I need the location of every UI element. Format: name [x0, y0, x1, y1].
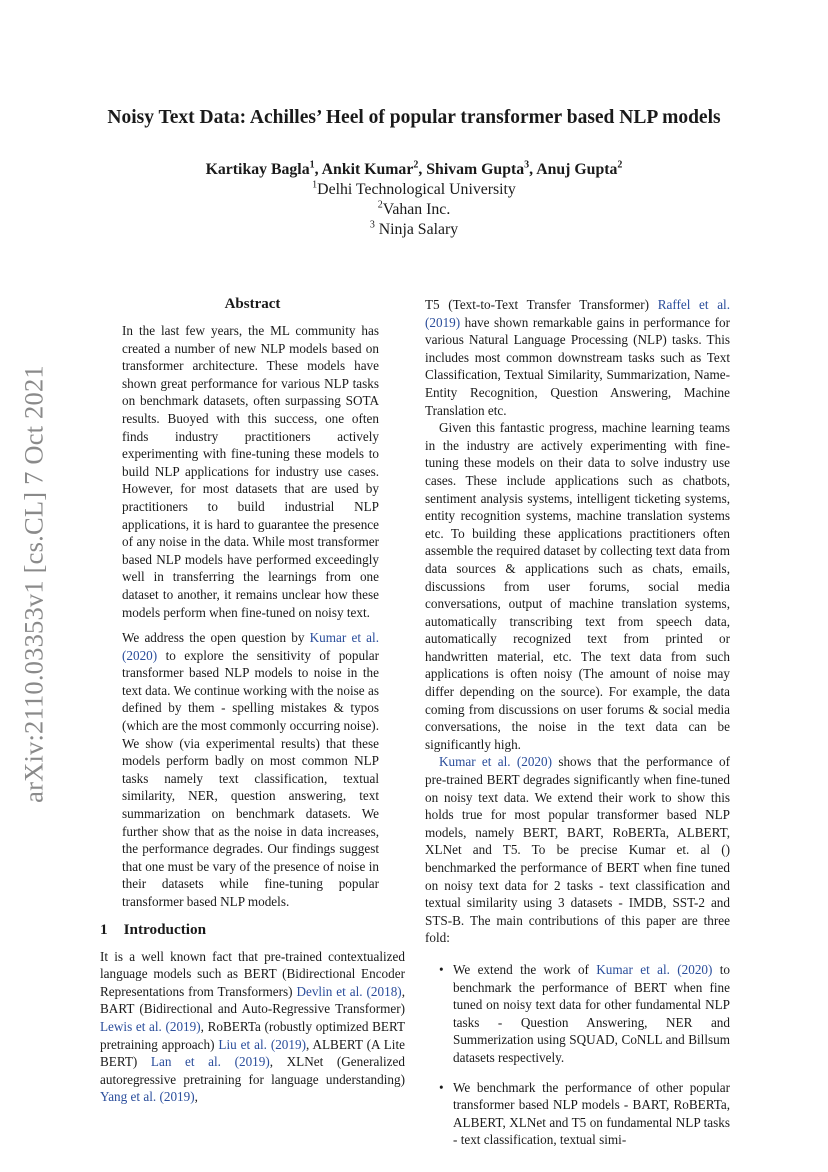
body-paragraph — [425, 753, 730, 947]
arxiv-sidebar — [14, 346, 54, 822]
body-paragraph — [425, 296, 730, 419]
abstract-heading: Abstract — [224, 296, 281, 312]
citation-link[interactable]: Devlin et al. (2018) — [296, 983, 402, 999]
abstract-paragraph — [122, 629, 379, 911]
author-block — [60, 160, 768, 240]
abstract-body — [100, 322, 405, 911]
author-affil-mark: 3 — [524, 159, 530, 171]
list-item — [439, 961, 730, 1067]
author-list — [60, 160, 768, 180]
text-run: We benchmark the performance of other popular transformer based NLP models - BART, RoBERTa, ALBERT, XLNet and T5 on fundamental NLP tasks - text classification, textual simi- — [453, 1079, 730, 1148]
text-run: , ALBERT (A Lite BERT) — [100, 1036, 405, 1070]
citation-link[interactable]: Kumar et al. (2020) — [439, 754, 553, 770]
affiliation-mark: 1 — [312, 179, 318, 191]
intro-paragraph — [100, 948, 405, 1106]
citation-link[interactable]: Lan et al. (2019) — [150, 1054, 270, 1070]
text-run: shows that the performance of pre-trained BERT degrades significantly when fine-tuned on noisy text data. We extend their work to show this holds true for most popular transformer based NLP models, namely BERT, BART, RoBERTa, ALBERT, XLNet and T5. To be precise Kumar et. al () benchmarked the performance of BERT when fine tuned on noisy text data for 2 tasks - text classification and textual similarity using 3 datasets - IMDB, SST-2 and STS-B. The main contributions of this paper are three fold: — [425, 754, 730, 946]
left-column — [100, 296, 405, 1106]
citation-link[interactable]: Raffel et al. (2019) — [425, 297, 731, 330]
affiliation — [60, 220, 768, 240]
affiliation-name: Ninja Salary — [374, 221, 459, 238]
affiliation-name: Delhi Technological University — [317, 181, 516, 198]
text-run: , RoBERTa (robustly optimized BERT pretraining approach) — [100, 1018, 405, 1052]
list-item — [439, 1079, 730, 1149]
text-run: , XLNet (Generalized autoregressive pretraining for language understanding) — [100, 1054, 405, 1087]
citation-link[interactable]: Kumar et al. (2020) — [596, 961, 713, 977]
text-run: We extend the work of — [453, 961, 597, 977]
author-affil-mark: 2 — [617, 159, 623, 171]
text-run: , BART (Bidirectional and Auto-Regressive Transformer) — [100, 983, 405, 1017]
text-run: T5 (Text-to-Text Transfer Transformer) — [425, 297, 658, 312]
author-separator: , — [314, 161, 322, 178]
affiliation-name: Vahan Inc. — [382, 201, 451, 218]
text-run: to explore the sensitivity of popular transformer based NLP models to noise in the text data. We continue working with the noise as defined by them - spelling mistakes & typos (which are the most commonly occurring noise). We show (via experimental results) that these models perform badly on most common NLP tasks namely text classification, textual similarity, NER, question answering, text summarization on benchmark datasets. We further show that as the noise in data increases, the performance degrades. Our findings suggest that one must be vary of the presence of noise in their datasets while fine-tuning popular transformer based NLP models. — [122, 647, 379, 909]
citation-link[interactable]: Lewis et al. (2019) — [100, 1018, 201, 1034]
text-run: It is a well known fact that pre-trained contextualized language models such as BERT (Bidirectional Encoder Representations from Transformers) — [100, 948, 405, 999]
author-name: Anuj Gupta — [536, 161, 618, 178]
author-affil-mark: 1 — [309, 159, 315, 171]
paper-title: Noisy Text Data: Achilles’ Heel of popular transformer based NLP models — [107, 107, 721, 128]
text-run: to benchmark the performance of BERT when fine tuned on noisy text data for other fundamental NLP tasks - Question Answering, NER and Summerization using SQUAD, CoNLL and Billsum datasets respectively. — [453, 961, 731, 1065]
right-column — [425, 296, 730, 1161]
section-number: 1 — [100, 920, 108, 938]
citation-link[interactable]: Yang et al. (2019) — [100, 1089, 195, 1105]
affiliation-mark: 2 — [377, 199, 383, 211]
citation-link[interactable]: Kumar et al. (2020) — [122, 630, 379, 663]
author-affil-mark: 2 — [413, 159, 419, 171]
section-title: Introduction — [123, 920, 207, 938]
citation-link[interactable]: Liu et al. (2019) — [218, 1036, 306, 1052]
author-separator: , — [418, 161, 427, 178]
text-run: have shown remarkable gains in performance for various Natural Language Processing (NLP) tasks. This includes most common downstream tasks such as Text Classification, Textual Similarity, Summarization, Name-Entity Recognition, Question Answering, Machine Translation etc. — [425, 314, 730, 418]
section-heading — [100, 921, 405, 939]
abstract-paragraph: In the last few years, the ML community has created a number of new NLP models based on transformer architecture. These models have shown great performance for various NLP tasks on benchmark datasets, often surpassing SOTA results. Buoyed with this success, one often finds industry practitioners actively experimenting with fine-tuning these models to build NLP applications for industry use cases. However, for most datasets that are used by practitioners to build industrial NLP applications, it is hard to guarantee the presence of any noise in the data. While most transformer based NLP models have performed exceedingly well in transferring the learnings from one dataset to another, it remains unclear how these models perform when fine-tuned on noisy text. — [122, 323, 379, 620]
arxiv-identifier[interactable]: arXiv:2110.03353v1 [cs.CL] 7 Oct 2021 — [18, 365, 49, 803]
author-name: Shivam Gupta — [426, 161, 525, 178]
author-separator: , — [529, 161, 537, 178]
contributions-list — [425, 961, 730, 1149]
text-run: We address the open question by — [122, 630, 310, 646]
author-name: Kartikay Bagla — [205, 161, 310, 178]
affiliation — [60, 180, 768, 200]
body-paragraph: Given this fantastic progress, machine learning teams in the industry are actively experimenting with fine-tuning these models on their data to solve industry use cases. These include applications such as chatbots, sentiment analysis systems, intelligent ticketing systems, entity recognition systems, machine translation systems etc. To building these applications practitioners often assemble the required dataset by collecting text data from data sources & applications such as chats, emails, discussions from user forums, social media conversations, output of machine translation systems, automatically transcribing text from speech data, automatically recognized text from printed or handwritten material, etc. The text data from such applications is often noisy (The amount of noise may differ depending on the source). For example, the data coming from discussions on user forums & social media conversations, the noise in the text data can be significantly high. — [425, 420, 730, 752]
author-name: Ankit Kumar — [321, 161, 414, 178]
text-run: , — [194, 1089, 198, 1105]
affiliation — [60, 200, 768, 220]
affiliation-mark: 3 — [369, 219, 375, 231]
